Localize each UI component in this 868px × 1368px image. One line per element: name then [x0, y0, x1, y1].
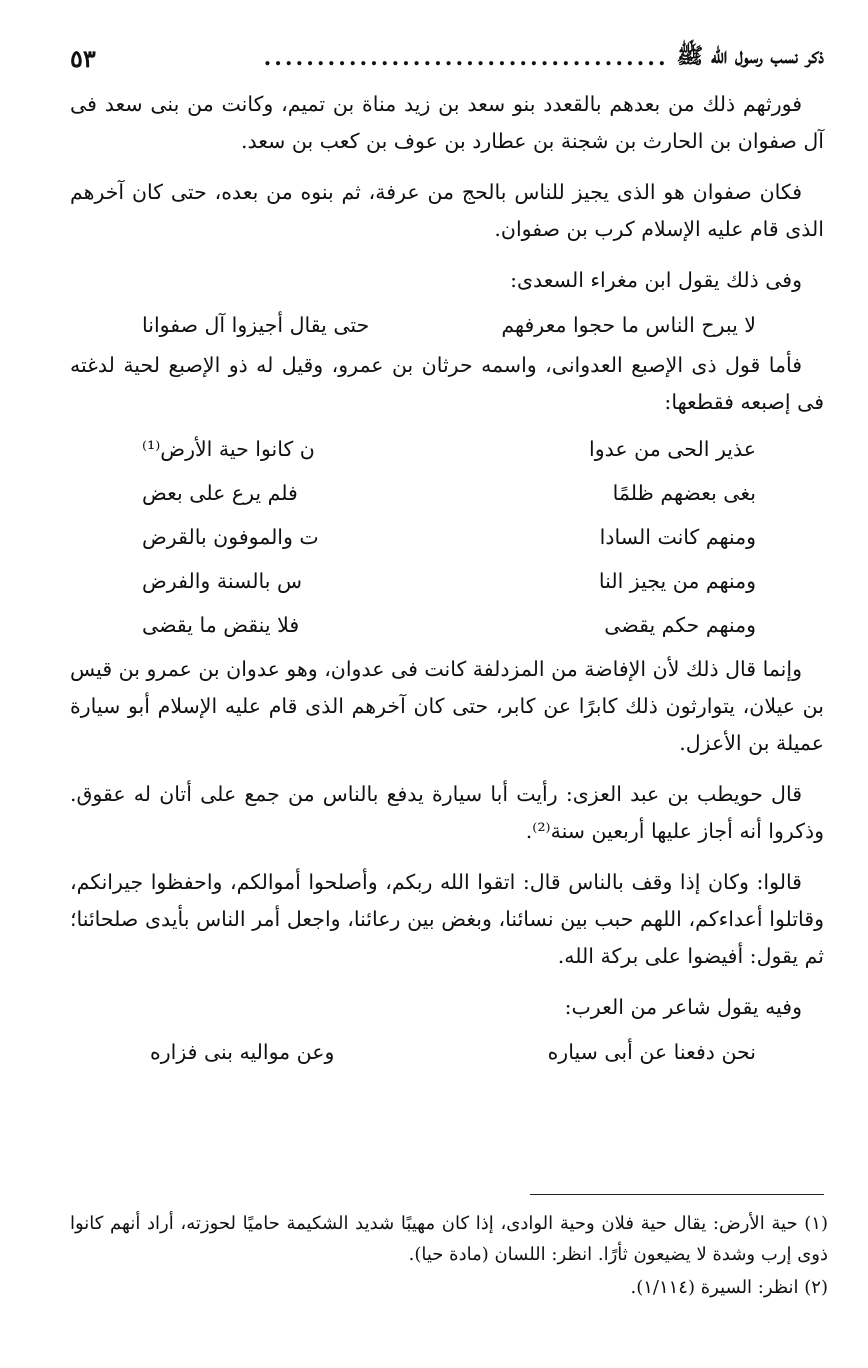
paragraph-ifada: وإنما قال ذلك لأن الإفاضة من المزدلفة كانت فى عدوان، وهو عدوان بن عمرو بن قيس بن عيلان، يتوارثون ذلك كابرًا عن كابر، حتى كان آخرهم الذى قام عليه الإسلام أبو سيارة عميلة بن الأعزل.: [70, 657, 824, 755]
page-number: ٥٣: [70, 43, 96, 73]
paragraph-verse-intro: وفى ذلك يقول ابن مغراء السعدى:: [510, 268, 802, 292]
poem-line: [70, 471, 824, 515]
verse-line: [70, 303, 824, 347]
poem-line: [70, 559, 824, 603]
footnote: (١) حية الأرض: يقال حية فلان وحية الوادى، إذا كان مهيبًا شديد الشكيمة حاميًا لحوزته، أراد أنهم كانوا ذوى إرب وشدة لا يضيعون ثأرًا. انظر: اللسان (مادة حيا).: [70, 1213, 828, 1265]
paragraph-dhul-isba: فأما قول ذى الإصبع العدوانى، واسمه حرثان بن عمرو، وقيل له ذو الإصبع لحية لدغته فى إصبعه فقطعها:: [70, 353, 824, 414]
verse-hemistich-second: س بالسنة والفرض: [142, 569, 303, 593]
verse-hemistich-first: عذير الحى من عدوا: [589, 437, 756, 461]
paragraph-sermon: قالوا: وكان إذا وقف بالناس قال: اتقوا الله ربكم، وأصلحوا أموالكم، واحفظوا جيرانكم، وقاتلوا أعداءكم، اللهم حبب بين نسائنا، وبغض بين رعائنا، واجعل أمر الناس بأيدى صلحائنا؛ ثم يقول: أفيضوا على بركة الله.: [70, 870, 824, 968]
running-header: [70, 40, 824, 76]
verse-hemistich-second: فلم يرع على بعض: [142, 481, 298, 505]
paragraph-safwan: فكان صفوان هو الذى يجيز للناس بالحج من عرفة، ثم بنوه من بعده، حتى كان آخرهم الذى قام عليه الإسلام كرب بن صفوان.: [70, 180, 824, 241]
poem-line: [70, 515, 824, 559]
verse-hemistich-first: نحن دفعنا عن أبى سياره: [547, 1040, 756, 1064]
poem-line: [70, 603, 824, 647]
verse-hemistich-second: ت والموفون بالقرض: [142, 525, 319, 549]
paragraph-huwaytib: قال حويطب بن عبد العزى: رأيت أبا سيارة يدفع بالناس من جمع على أتان له عقوق. وذكروا أنه أجاز عليها أربعين سنة⁽²⁾.: [70, 782, 824, 843]
poem: [70, 427, 824, 647]
verse-hemistich-first: بغى بعضهم ظلمًا: [612, 481, 756, 505]
verse-hemistich-second: حتى يقال أجيزوا آل صفوانا: [142, 313, 370, 337]
footnotes: [70, 1208, 828, 1305]
verse-hemistich-first: ومنهم من يجيز النا: [598, 569, 756, 593]
footnote-divider: [530, 1194, 824, 1195]
paragraph-inheritance: فورثهم ذلك من بعدهم بالقعدد بنو سعد بن زيد مناة بن تميم، وكانت من بنى سعد فى آل صفوان بن الحارث بن شجنة بن عطارد بن عوف بن كعب بن سعد.: [70, 92, 824, 153]
verse-line: [70, 1030, 824, 1074]
header-title: ذكر نسب رسول الله ﷺ: [676, 43, 824, 69]
verse-hemistich-second: فلا ينقض ما يقضى: [142, 613, 300, 637]
main-text: [70, 86, 824, 1074]
footnote: (٢) انظر: السيرة (١/١١٤).: [630, 1277, 828, 1298]
verse-hemistich-first: ومنهم كانت السادا: [599, 525, 756, 549]
poem-line: [70, 427, 824, 471]
verse-hemistich-first: ومنهم حكم يقضى: [604, 613, 756, 637]
verse-hemistich-first: لا يبرح الناس ما حجوا معرفهم: [501, 313, 756, 337]
verse-hemistich-second: وعن مواليه بنى فزاره: [150, 1040, 335, 1064]
verse-hemistich-second: ن كانوا حية الأرض⁽¹⁾: [142, 437, 315, 461]
header-leader-dots: ......................................: [263, 45, 669, 71]
paragraph-poet-intro: وفيه يقول شاعر من العرب:: [564, 995, 802, 1019]
